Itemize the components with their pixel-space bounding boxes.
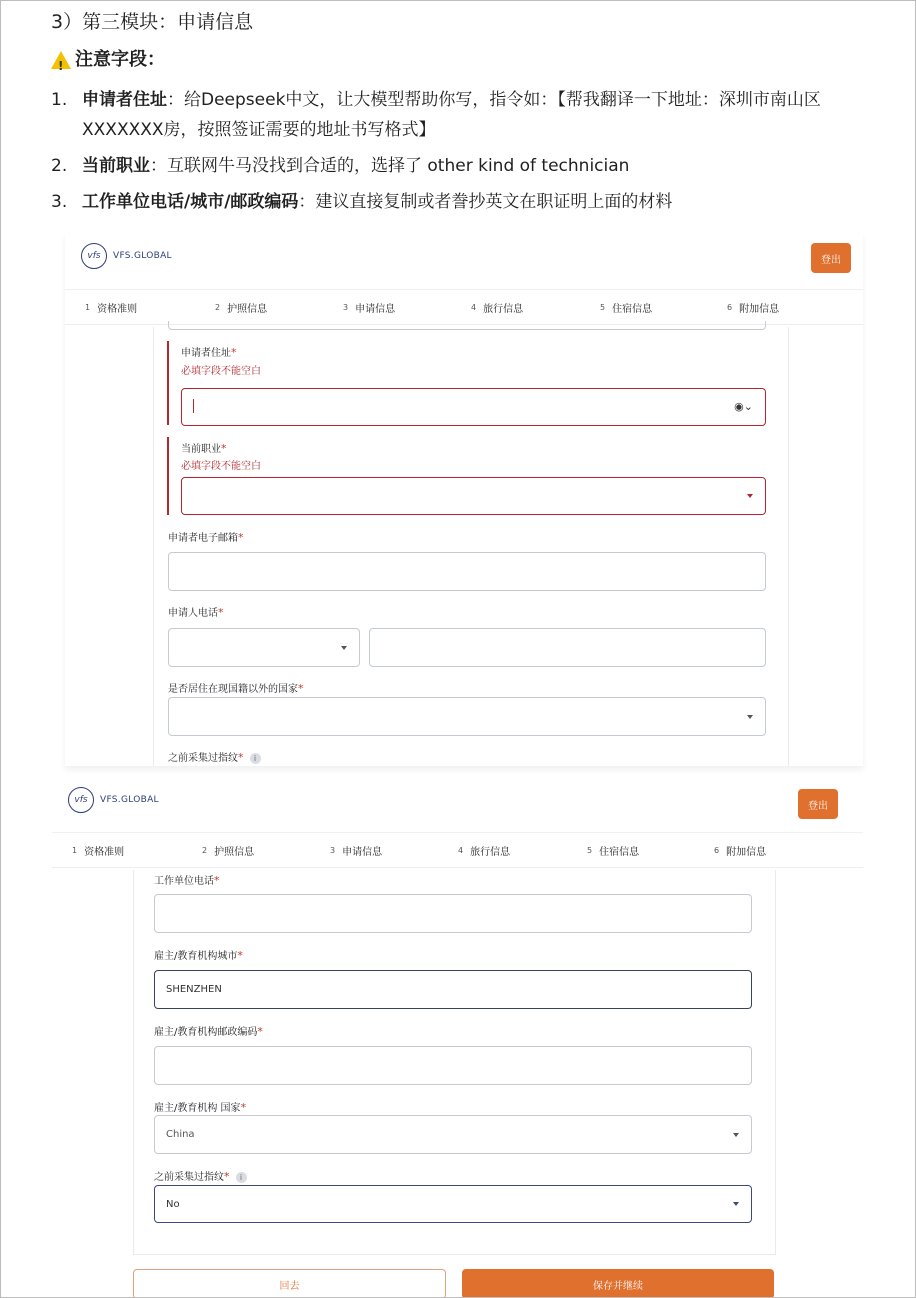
phone-number-input[interactable] xyxy=(369,628,766,667)
employer-city-label: 雇主/教育机构城市* xyxy=(154,949,243,962)
step-label: 申请信息 xyxy=(342,846,383,858)
address-error: 必填字段不能空白 xyxy=(181,366,261,377)
employer-phone-input[interactable] xyxy=(154,894,752,933)
employer-country-label: 雇主/教育机构 国家* xyxy=(154,1101,247,1114)
fingerprint-value: No xyxy=(166,1198,180,1210)
step-label: 住宿信息 xyxy=(599,846,640,858)
step-number: 4 xyxy=(471,302,477,312)
step-eligibility[interactable] xyxy=(85,300,137,315)
occupation-select[interactable] xyxy=(181,477,766,515)
progress-steps xyxy=(65,289,863,325)
logo-mark: vfs xyxy=(68,787,94,813)
logout-button[interactable]: 登出 xyxy=(798,789,838,819)
chevron-down-icon xyxy=(733,1202,739,1206)
address-label: 申请者住址* xyxy=(181,346,237,359)
vfs-logo[interactable] xyxy=(68,787,159,813)
logo-mark: vfs xyxy=(81,243,107,269)
step-number: 3 xyxy=(343,302,349,312)
list-item xyxy=(51,187,881,217)
save-continue-button[interactable]: 保存并继续 xyxy=(462,1269,774,1298)
step-label: 旅行信息 xyxy=(483,303,524,315)
list-item xyxy=(51,151,881,181)
residence-label: 是否居住在现国籍以外的国家* xyxy=(168,682,304,695)
step-accommodation[interactable] xyxy=(587,843,639,858)
step-passport[interactable] xyxy=(215,300,267,315)
logout-button[interactable]: 登出 xyxy=(811,243,851,273)
employer-postcode-label: 雇主/教育机构邮政编码* xyxy=(154,1025,263,1038)
fingerprint-label: 之前采集过指纹* i xyxy=(154,1168,247,1183)
step-number: 2 xyxy=(215,302,221,312)
step-label: 资格准则 xyxy=(97,303,138,315)
warning-title: 注意字段： xyxy=(75,49,165,70)
address-picker-icon[interactable]: ◉⌄ xyxy=(734,400,753,413)
address-input[interactable] xyxy=(181,388,766,426)
list-text: ：互联网牛马没找到合适的，选择了 other kind of technician xyxy=(150,156,630,176)
phone-country-code-select[interactable] xyxy=(168,628,360,667)
previous-field-edge xyxy=(168,321,766,330)
list-term: 申请者住址 xyxy=(82,90,167,110)
step-number: 3 xyxy=(330,845,336,855)
step-number: 1 xyxy=(85,302,91,312)
step-number: 4 xyxy=(458,845,464,855)
chevron-down-icon xyxy=(733,1133,739,1137)
list-term: 当前职业 xyxy=(82,156,150,176)
step-label: 申请信息 xyxy=(355,303,396,315)
header xyxy=(52,774,863,830)
screenshot-form-part2 xyxy=(52,774,863,1298)
step-label: 护照信息 xyxy=(227,303,268,315)
step-label: 住宿信息 xyxy=(612,303,653,315)
fingerprint-label: 之前采集过指纹* i xyxy=(168,749,261,764)
step-label: 资格准则 xyxy=(84,846,125,858)
info-icon[interactable]: i xyxy=(250,753,261,764)
employer-country-value: China xyxy=(166,1129,195,1140)
phone-label: 申请人电话* xyxy=(168,606,224,619)
employer-postcode-input[interactable] xyxy=(154,1046,752,1085)
step-label: 护照信息 xyxy=(214,846,255,858)
list-number: 2. xyxy=(51,156,68,176)
section-heading: 3）第三模块：申请信息 xyxy=(51,11,254,33)
step-label: 附加信息 xyxy=(726,846,767,858)
screenshot-form-part1 xyxy=(65,233,863,766)
employer-city-value: SHENZHEN xyxy=(166,984,222,995)
step-additional[interactable] xyxy=(714,843,766,858)
text-cursor xyxy=(193,399,194,413)
field-notes-list xyxy=(51,85,881,217)
step-eligibility[interactable] xyxy=(72,843,124,858)
step-application[interactable] xyxy=(343,300,395,315)
chevron-down-icon xyxy=(747,494,753,498)
article xyxy=(51,9,881,223)
back-button[interactable]: 回去 xyxy=(133,1269,446,1298)
list-term: 工作单位电话/城市/邮政编码 xyxy=(82,192,299,212)
error-bar xyxy=(167,437,169,515)
residence-select[interactable] xyxy=(168,697,766,736)
step-label: 旅行信息 xyxy=(470,846,511,858)
error-bar xyxy=(167,341,169,425)
chevron-down-icon xyxy=(747,715,753,719)
progress-steps xyxy=(52,832,863,868)
list-text: ：给Deepseek中文，让大模型帮助你写，指令如：【帮我翻译一下地址：深圳市南山区XXXXXXX房，按照签证需要的地址书写格式】 xyxy=(82,90,821,140)
chevron-down-icon xyxy=(341,646,347,650)
occupation-error: 必填字段不能空白 xyxy=(181,461,261,472)
warning-icon xyxy=(51,51,71,69)
step-application[interactable] xyxy=(330,843,382,858)
step-additional[interactable] xyxy=(727,300,779,315)
fingerprint-select[interactable] xyxy=(154,1185,752,1223)
occupation-label: 当前职业* xyxy=(181,442,227,455)
logo-text: VFS.GLOBAL xyxy=(100,795,159,805)
step-number: 2 xyxy=(202,845,208,855)
logo-text: VFS.GLOBAL xyxy=(113,251,172,261)
list-item xyxy=(51,85,881,145)
step-accommodation[interactable] xyxy=(600,300,652,315)
list-text: ：建议直接复制或者誊抄英文在职证明上面的材料 xyxy=(298,192,673,212)
info-icon[interactable]: i xyxy=(236,1172,247,1183)
step-number: 1 xyxy=(72,845,78,855)
step-travel[interactable] xyxy=(471,300,523,315)
employer-country-select[interactable] xyxy=(154,1115,752,1154)
step-number: 5 xyxy=(587,845,593,855)
vfs-logo[interactable] xyxy=(81,243,172,269)
warning-heading xyxy=(51,47,881,73)
list-number: 3. xyxy=(51,192,68,212)
step-travel[interactable] xyxy=(458,843,510,858)
list-number: 1. xyxy=(51,90,68,110)
step-number: 6 xyxy=(727,302,733,312)
step-number: 6 xyxy=(714,845,720,855)
step-passport[interactable] xyxy=(202,843,254,858)
email-input[interactable] xyxy=(168,552,766,591)
email-label: 申请者电子邮箱* xyxy=(168,531,244,544)
step-number: 5 xyxy=(600,302,606,312)
employer-phone-label: 工作单位电话* xyxy=(154,874,220,887)
header xyxy=(65,233,863,289)
employer-city-input[interactable] xyxy=(154,970,752,1009)
step-label: 附加信息 xyxy=(739,303,780,315)
